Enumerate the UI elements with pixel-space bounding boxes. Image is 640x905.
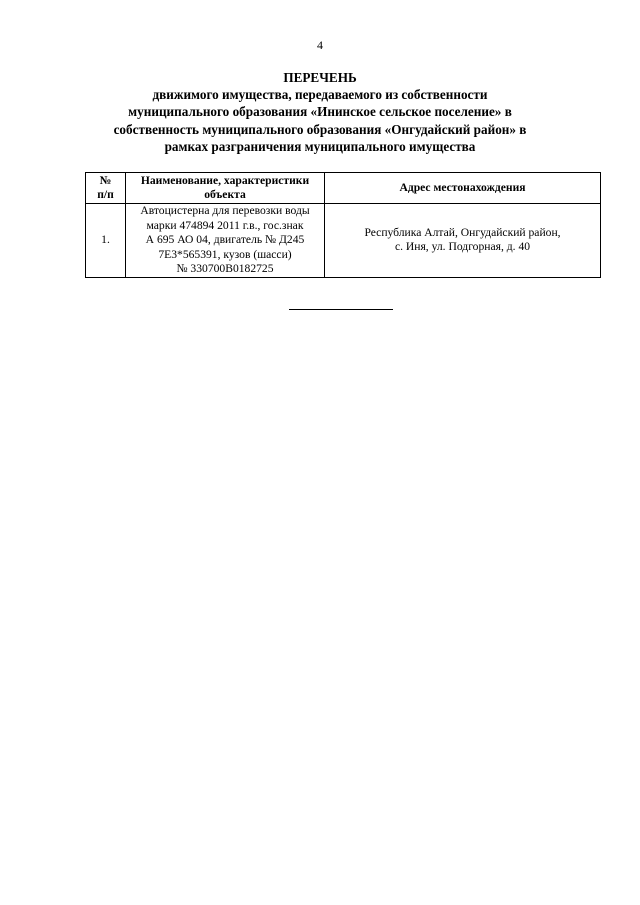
title-line: собственность муниципального образования «Онгудайский район» в xyxy=(113,121,527,137)
row-number: 1. xyxy=(86,204,126,278)
title-line: рамках разграничения муниципального имущества xyxy=(164,138,476,154)
header-name-line: Наименование, характеристики xyxy=(140,174,310,187)
row-address xyxy=(325,204,601,278)
description-line: 7Е3*565391, кузов (шасси) xyxy=(158,247,292,261)
header-address: Адрес местонахождения xyxy=(325,173,601,204)
title-line: муниципального образования «Ининское сельское поселение» в xyxy=(128,104,512,120)
description-line: марки 474894 2011 г.в., гос.знак xyxy=(146,218,304,232)
page-number: 4 xyxy=(317,38,323,52)
document-title xyxy=(0,69,640,155)
header-number-line: № xyxy=(99,174,112,187)
title-heading: ПЕРЕЧЕНЬ xyxy=(283,70,357,85)
property-table xyxy=(85,172,601,278)
title-line: движимого имущества, передаваемого из собственности xyxy=(152,87,488,103)
header-name-line: объекта xyxy=(204,188,246,201)
table-row xyxy=(86,204,601,278)
table-header-row xyxy=(86,173,601,204)
header-number xyxy=(86,173,126,204)
row-description xyxy=(126,204,325,278)
closing-rule xyxy=(289,309,393,310)
header-name xyxy=(126,173,325,204)
address-line: Республика Алтай, Онгудайский район, xyxy=(364,225,561,239)
description-line: Автоцистерна для перевозки воды xyxy=(140,204,310,217)
description-line: № 330700В0182725 xyxy=(176,262,274,275)
header-number-line: п/п xyxy=(97,188,114,201)
description-line: А 695 АО 04, двигатель № Д245 xyxy=(145,233,305,246)
address-line: с. Иня, ул. Подгорная, д. 40 xyxy=(394,240,531,254)
